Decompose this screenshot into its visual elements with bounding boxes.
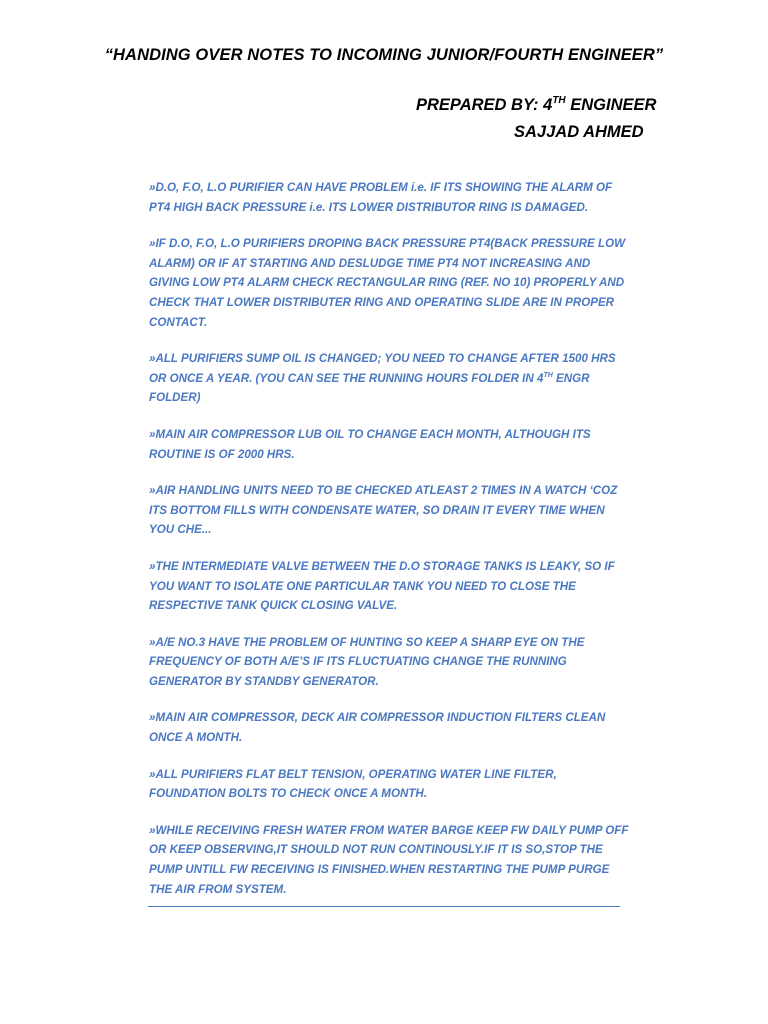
author-name: SAJJAD AHMED [514,123,644,141]
note-item [149,349,629,408]
note-item: »ALL PURIFIERS FLAT BELT TENSION, OPERATING WATER LINE FILTER, FOUNDATION BOLTS TO CHECK ONCE A MONTH. [149,767,557,801]
note-item: »AIR HANDLING UNITS NEED TO BE CHECKED ATLEAST 2 TIMES IN A WATCH ‘COZ ITS BOTTOM FILLS WITH CONDENSATE WATER, SO DRAIN IT EVERY TIME WHEN YOU CHE... [149,484,618,537]
note-item: »IF D.O, F.O, L.O PURIFIERS DROPING BACK PRESSURE PT4(BACK PRESSURE LOW ALARM) OR IF AT STARTING AND DESLUDGE TIME PT4 NOT INCREASING AND GIVING LOW PT4 ALARM CHECK RECTANGULAR RING (REF. NO 10) PROPERLY AND CHECK THAT LOWER DISTRIBUTER RING AND OPERATING SLIDE ARE IN PROPER CONTACT. [149,237,626,329]
prepared-by-prefix: PREPARED BY: 4 [416,96,553,114]
note-superscript: TH [543,371,553,379]
note-item: »D.O, F.O, L.O PURIFIER CAN HAVE PROBLEM i.e. IF ITS SHOWING THE ALARM OF PT4 HIGH BACK PRESSURE i.e. ITS LOWER DISTRIBUTOR RING IS DAMAGED. [149,181,613,214]
note-text: ENGR FOLDER) [149,371,590,405]
note-item: »WHILE RECEIVING FRESH WATER FROM WATER BARGE KEEP FW DAILY PUMP OFF OR KEEP OBSERVING,IT SHOULD NOT RUN CONTINOUSLY.IF IT IS SO,STOP THE PUMP UNTILL FW RECEIVING IS FINISHED.WHEN RESTARTING THE PUMP PURGE THE AIR FROM SYSTEM. [149,823,629,896]
note-item: »MAIN AIR COMPRESSOR, DECK AIR COMPRESSOR INDUCTION FILTERS CLEAN ONCE A MONTH. [149,711,606,745]
note-text: »ALL PURIFIERS SUMP OIL IS CHANGED; YOU NEED TO CHANGE AFTER 1500 HRS OR ONCE A YEAR. (YOU CAN SEE THE RUNNING HOURS FOLDER IN 4 [149,352,616,385]
handover-notes-list [149,178,629,916]
prepared-by-superscript: TH [552,95,566,106]
prepared-by-line [416,96,656,115]
prepared-by-suffix: ENGINEER [565,96,657,114]
note-item: »MAIN AIR COMPRESSOR LUB OIL TO CHANGE EACH MONTH, ALTHOUGH ITS ROUTINE IS OF 2000 HRS. [149,427,591,461]
note-item: »A/E NO.3 HAVE THE PROBLEM OF HUNTING SO KEEP A SHARP EYE ON THE FREQUENCY OF BOTH A/E’S IF ITS FLUCTUATING CHANGE THE RUNNING GENERATOR BY STANDBY GENERATOR. [149,635,585,688]
footer-divider [148,906,620,907]
document-title: “HANDING OVER NOTES TO INCOMING JUNIOR/FOURTH ENGINEER” [104,46,664,64]
note-item: »THE INTERMEDIATE VALVE BETWEEN THE D.O STORAGE TANKS IS LEAKY, SO IF YOU WANT TO ISOLATE ONE PARTICULAR TANK YOU NEED TO CLOSE THE RESPECTIVE TANK QUICK CLOSING VALVE. [149,559,615,613]
